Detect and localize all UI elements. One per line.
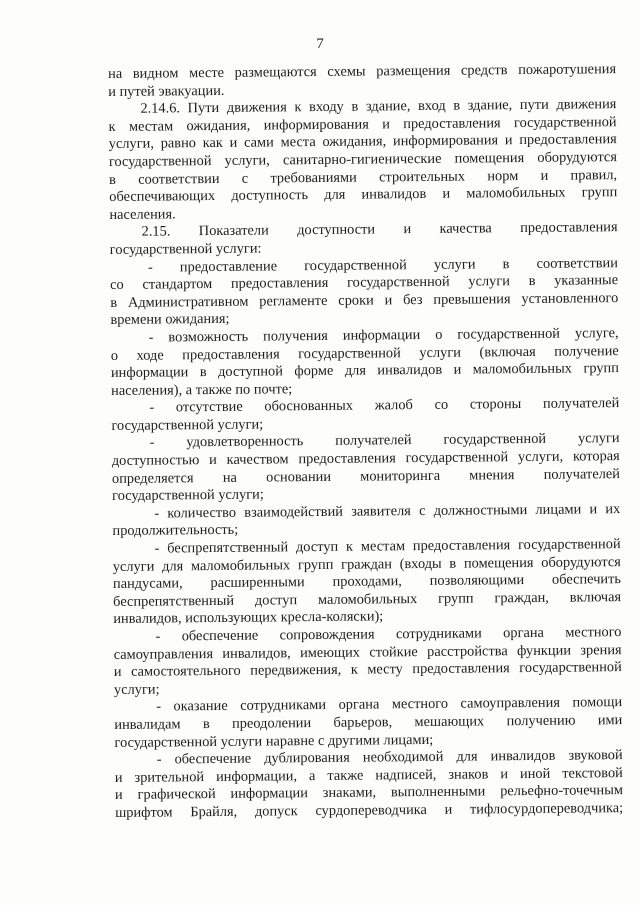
text-line: - возможность получения информации о государственной услуге, [148,325,619,346]
text-line: беспрепятственный доступ маломобильных групп граждан, включая [113,588,622,610]
text-line: - количество взаимодействий заявителя с должностными лицами и их [154,500,621,522]
text-line: населения. [109,206,176,223]
text-line: - удовлетворенность получателей государственной услуги [149,430,620,452]
text-line: и зрительной информации, а также надписей, знаков и иной текстовой [114,764,623,786]
text-line: времени ожидания; [110,311,230,329]
text-line: и самостоятельного передвижения, к месту предоставления государственной [113,659,622,681]
text-line: государственной услуги; [112,486,264,505]
text-line: о ходе предоставления государственной услуги (включая получение [110,342,619,364]
text-line: населения), а также по почте; [111,380,293,399]
text-line: - беспрепятственный доступ к местам предоставления государственной [154,536,621,557]
text-line: в соответствии с требованиями строительных норм и правил, [109,166,618,188]
text-line: информации в доступной форме для инвалидов и маломобильных групп [110,360,620,382]
text-line: обеспечивающих доступность для инвалидов и маломобильных групп [109,184,618,206]
text-line: на видном месте размещаются схемы размещения средств пожаротушения [108,61,617,82]
text-line: услуги; [113,681,160,698]
text-line: инвалидам в преодолении барьеров, мешающих получению ими [114,712,623,733]
text-line: - отсутствие обоснованных жалоб со стороны получателей [149,395,620,416]
text-line: государственной услуги, санитарно-гигиенические помещения оборудуются [108,149,617,170]
text-line: - обеспечение сопровождения сотрудниками органа местного [155,624,622,645]
text-line: услуги, равно как и сами места ожидания, информирования и предоставления [108,131,617,153]
text-line: самоуправления инвалидов, имеющих стойкие расстройства функции зрения [113,641,622,663]
text-line: к местам ожидания, информирования и предоставления государственной [108,113,617,135]
text-line: государственной услуги; [111,416,264,434]
page-number: 7 [316,36,324,52]
text-line: и графической информации знаками, выполненными рельефно-точечным [114,782,624,804]
text-line: продолжительность; [112,522,239,540]
text-line: государственной услуги: [109,240,262,258]
text-line: определяется на основании мониторинга мнения получателей [111,465,621,487]
text-line: услуги для маломобильных групп граждан (входы в помещения оборудуются [112,553,621,575]
text-line: - оказание сотрудниками органа местного самоуправления помощи [156,694,623,715]
text-line: доступностью и качеством предоставления государственной услуги, которая [111,448,620,470]
text-line: и путей эвакуации. [108,82,225,100]
text-line: со стандартом предоставления государственной услуги в указанные [110,272,619,294]
text-line: государственной услуги наравне с другими лицами; [114,731,434,751]
document-body [108,61,623,822]
text-line: - предоставление государственной услуги в соответствии [147,254,618,276]
text-line: инвалидов, использующих кресла-коляски); [113,608,384,628]
text-line: - обеспечение дублирования необходимой для инвалидов звуковой [156,747,623,768]
text-line: 2.15. Показатели доступности и качества предоставления [141,219,618,241]
text-line: пандусами, расширенными проходами, позволяющими обеспечить [112,571,622,593]
text-line: шрифтом Брайля, допуск сурдопереводчика и тифлосурдопереводчика; [115,800,624,821]
text-line: 2.14.6. Пути движения к входу в здание, вход в здание, пути движения [140,96,617,117]
text-line: в Административном регламенте сроки и без превышения установленного [110,289,619,311]
